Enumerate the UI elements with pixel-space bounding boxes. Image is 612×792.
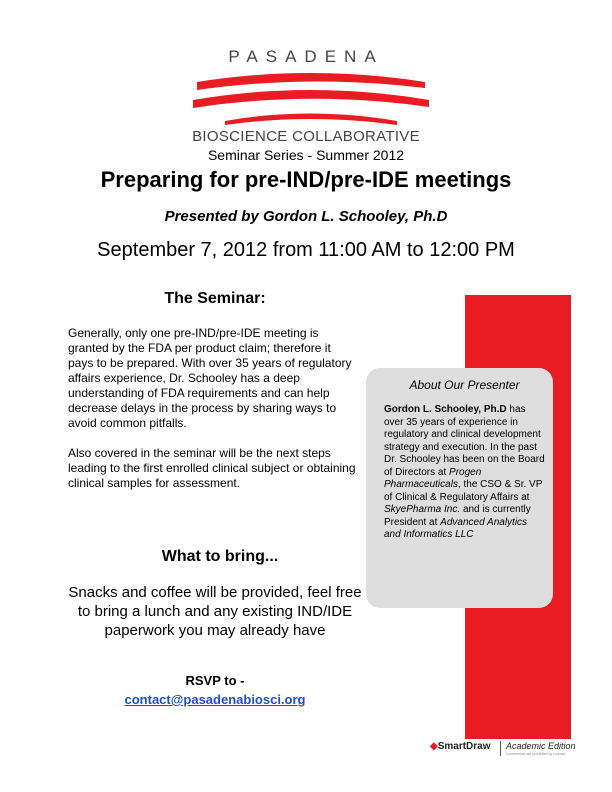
presenter-line: Presented by Gordon L. Schooley, Ph.D	[164, 208, 448, 225]
seminar-paragraph: Generally, only one pre-IND/pre-IDE meeting is granted by the FDA per product claim; therefore it pays to be prepared. With over 35 years of regulatory affairs experience, Dr. Schooley has a deep understanding of FDA requirements and can help decrease delays in the process by sharing ways to avoid common pitfalls.	[68, 326, 352, 430]
smartdraw-logo	[430, 741, 491, 752]
smartdraw-mark-icon: ◆	[430, 741, 438, 752]
smartdraw-fineprint: Commercial use prohibited by License	[506, 752, 566, 756]
smartdraw-logo-text: SmartDraw	[437, 741, 491, 752]
seminar-paragraph: Also covered in the seminar will be the next steps leading to the first enrolled clinical subject or obtaining clinical samples for assessment.	[68, 446, 356, 490]
footer-divider	[500, 741, 501, 756]
company-name: SkyePharma Inc.	[384, 504, 461, 515]
event-date: September 7, 2012 from 11:00 AM to 12:00 PM	[97, 239, 515, 261]
presenter-name: Gordon L. Schooley, Ph.D	[384, 404, 507, 415]
about-presenter-title: About Our Presenter	[409, 378, 520, 392]
smartdraw-edition: Academic Edition	[506, 741, 576, 751]
logo-wordmark: PASADENA	[228, 47, 384, 66]
what-to-bring-text: Snacks and coffee will be provided, feel free to bring a lunch and any existing IND/IDE paperwork you may already have	[68, 584, 362, 639]
presenter-bio	[384, 404, 545, 542]
swoosh-top	[197, 73, 425, 90]
company-name: Progen Pharmaceuticals	[384, 466, 482, 490]
swoosh-middle	[193, 90, 429, 108]
smartdraw-footer	[430, 741, 590, 763]
company-name: Advanced Analytics and Informatics LLC	[384, 516, 528, 540]
seminar-series-label: Seminar Series - Summer 2012	[207, 147, 405, 163]
what-to-bring-heading: What to bring...	[161, 548, 279, 565]
bio-text: has over 35 years of experience in regulatory and clinical development strategy and execution. In the past Dr. Schooley has been on the Board of Directors at	[384, 404, 545, 478]
bio-text: and is currently President at	[384, 504, 531, 528]
rsvp-email-link[interactable]: contact@pasadenabiosci.org	[124, 692, 306, 707]
bio-text: , the CSO & Sr. VP of Clinical & Regulatory Affairs at	[384, 479, 543, 503]
about-presenter-panel	[366, 368, 553, 608]
rsvp-label: RSVP to -	[185, 673, 245, 688]
page-title: Preparing for pre-IND/pre-IDE meetings	[100, 167, 512, 192]
swoosh-bottom	[225, 114, 397, 126]
seminar-description	[68, 326, 358, 506]
seminar-heading: The Seminar:	[164, 290, 266, 307]
logo-subtitle: BIOSCIENCE COLLABORATIVE	[192, 128, 420, 145]
logo-swoosh-graphic	[185, 66, 435, 128]
